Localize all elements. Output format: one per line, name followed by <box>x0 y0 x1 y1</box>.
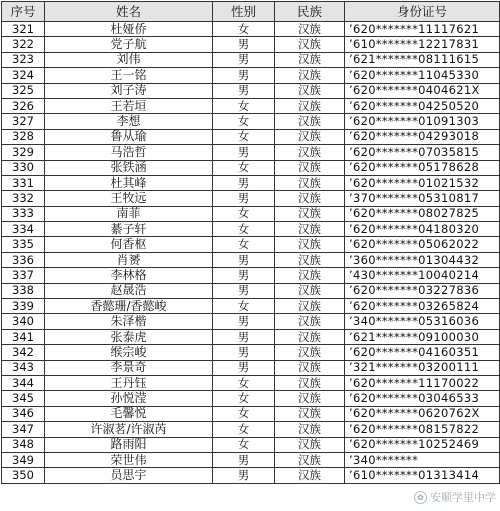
table-row <box>2 406 500 421</box>
cell-name: 李想 <box>45 114 213 129</box>
table-row <box>2 222 500 237</box>
table-row <box>2 468 500 483</box>
cell-sex: 男 <box>213 314 275 329</box>
table-row <box>2 37 500 52</box>
cell-sex: 男 <box>213 452 275 467</box>
cell-sex: 男 <box>213 360 275 375</box>
cell-seq: 325 <box>2 83 45 98</box>
cell-seq: 336 <box>2 252 45 267</box>
table-row <box>2 52 500 67</box>
cell-sex: 女 <box>213 391 275 406</box>
cell-id-number: ’620*******04250520 <box>345 98 500 113</box>
cell-ethnicity: 汉族 <box>275 222 345 237</box>
cell-ethnicity: 汉族 <box>275 37 345 52</box>
cell-name: 张泰虎 <box>45 329 213 344</box>
cell-seq: 350 <box>2 468 45 483</box>
table-row <box>2 283 500 298</box>
table-row <box>2 129 500 144</box>
cell-seq: 328 <box>2 129 45 144</box>
cell-ethnicity: 汉族 <box>275 22 345 37</box>
cell-seq: 323 <box>2 52 45 67</box>
cell-ethnicity: 汉族 <box>275 160 345 175</box>
table-row <box>2 83 500 98</box>
cell-sex: 男 <box>213 52 275 67</box>
cell-ethnicity: 汉族 <box>275 468 345 483</box>
cell-ethnicity: 汉族 <box>275 68 345 83</box>
cell-seq: 321 <box>2 22 45 37</box>
cell-sex: 男 <box>213 68 275 83</box>
cell-id-number: ’620*******0620762X <box>345 406 500 421</box>
table-row <box>2 191 500 206</box>
cell-name: 肖赟 <box>45 252 213 267</box>
cell-id-number: ’620*******04293018 <box>345 129 500 144</box>
cell-name: 赵晟浩 <box>45 283 213 298</box>
cell-ethnicity: 汉族 <box>275 98 345 113</box>
cell-name: 李景奇 <box>45 360 213 375</box>
cell-id-number: ’620*******11170022 <box>345 375 500 390</box>
cell-id-number: ’620*******08157822 <box>345 422 500 437</box>
cell-name: 马浩哲 <box>45 145 213 160</box>
cell-name: 朱泽楷 <box>45 314 213 329</box>
cell-name: 刘子涛 <box>45 83 213 98</box>
cell-id-number: ’620*******05178628 <box>345 160 500 175</box>
table-row <box>2 98 500 113</box>
cell-id-number: ’610*******12217831 <box>345 37 500 52</box>
cell-seq: 339 <box>2 299 45 314</box>
cell-sex: 女 <box>213 98 275 113</box>
cell-name: 荣世伟 <box>45 452 213 467</box>
table-row <box>2 314 500 329</box>
table-row <box>2 268 500 283</box>
cell-id-number: ’620*******03265824 <box>345 299 500 314</box>
cell-ethnicity: 汉族 <box>275 83 345 98</box>
cell-id-number: ’620*******01021532 <box>345 175 500 190</box>
cell-name: 路雨阳 <box>45 437 213 452</box>
cell-sex: 女 <box>213 160 275 175</box>
cell-sex: 女 <box>213 22 275 37</box>
table-row <box>2 452 500 467</box>
cell-ethnicity: 汉族 <box>275 299 345 314</box>
cell-ethnicity: 汉族 <box>275 145 345 160</box>
cell-name: 王一铭 <box>45 68 213 83</box>
cell-name: 南菲 <box>45 206 213 221</box>
cell-seq: 342 <box>2 345 45 360</box>
table-body <box>2 22 500 484</box>
cell-seq: 347 <box>2 422 45 437</box>
cell-id-number: ’321*******03200111 <box>345 360 500 375</box>
cell-id-number: ’430*******10040214 <box>345 268 500 283</box>
cell-id-number: ’621*******09100030 <box>345 329 500 344</box>
cell-ethnicity: 汉族 <box>275 375 345 390</box>
table-row <box>2 391 500 406</box>
cell-name: 王丹钰 <box>45 375 213 390</box>
cell-name: 香懿珊/香懿峻 <box>45 299 213 314</box>
cell-seq: 333 <box>2 206 45 221</box>
wechat-icon: ✿ <box>414 491 427 504</box>
cell-ethnicity: 汉族 <box>275 175 345 190</box>
header-name: 姓名 <box>45 2 213 22</box>
cell-sex: 女 <box>213 114 275 129</box>
cell-name: 杜娅侨 <box>45 22 213 37</box>
table-row <box>2 437 500 452</box>
cell-seq: 334 <box>2 222 45 237</box>
cell-name: 毛馨悦 <box>45 406 213 421</box>
cell-sex: 男 <box>213 83 275 98</box>
cell-sex: 女 <box>213 237 275 252</box>
cell-id-number: ’340******* <box>345 452 500 467</box>
cell-sex: 女 <box>213 129 275 144</box>
table-row <box>2 206 500 221</box>
cell-sex: 女 <box>213 299 275 314</box>
cell-seq: 331 <box>2 175 45 190</box>
cell-seq: 330 <box>2 160 45 175</box>
cell-seq: 324 <box>2 68 45 83</box>
table-row <box>2 175 500 190</box>
cell-seq: 327 <box>2 114 45 129</box>
cell-ethnicity: 汉族 <box>275 206 345 221</box>
cell-name: 李林格 <box>45 268 213 283</box>
table-row <box>2 299 500 314</box>
cell-seq: 329 <box>2 145 45 160</box>
cell-seq: 332 <box>2 191 45 206</box>
cell-name: 鲁从瑜 <box>45 129 213 144</box>
cell-seq: 345 <box>2 391 45 406</box>
cell-id-number: ’620*******10252469 <box>345 437 500 452</box>
table-row <box>2 160 500 175</box>
cell-sex: 男 <box>213 283 275 298</box>
header-ethnicity: 民族 <box>275 2 345 22</box>
cell-seq: 340 <box>2 314 45 329</box>
header-seq: 序号 <box>2 2 45 22</box>
cell-sex: 男 <box>213 191 275 206</box>
cell-id-number: ’620*******0404621X <box>345 83 500 98</box>
cell-name: 党子航 <box>45 37 213 52</box>
table-header-row <box>2 2 500 22</box>
cell-ethnicity: 汉族 <box>275 391 345 406</box>
cell-sex: 男 <box>213 345 275 360</box>
cell-seq: 337 <box>2 268 45 283</box>
cell-id-number: ’621*******08111615 <box>345 52 500 67</box>
header-sex: 性别 <box>213 2 275 22</box>
cell-seq: 346 <box>2 406 45 421</box>
table-row <box>2 252 500 267</box>
cell-ethnicity: 汉族 <box>275 237 345 252</box>
cell-ethnicity: 汉族 <box>275 422 345 437</box>
cell-name: 何香枢 <box>45 237 213 252</box>
table-row <box>2 360 500 375</box>
cell-name: 孙悦滢 <box>45 391 213 406</box>
cell-ethnicity: 汉族 <box>275 345 345 360</box>
student-roster-table <box>1 1 500 484</box>
cell-name: 许淑茗/许淑芮 <box>45 422 213 437</box>
cell-ethnicity: 汉族 <box>275 268 345 283</box>
cell-seq: 348 <box>2 437 45 452</box>
cell-id-number: ’620*******11045330 <box>345 68 500 83</box>
cell-sex: 男 <box>213 252 275 267</box>
cell-name: 王牧远 <box>45 191 213 206</box>
cell-id-number: ’620*******03227836 <box>345 283 500 298</box>
cell-sex: 女 <box>213 222 275 237</box>
cell-id-number: ’610*******01313414 <box>345 468 500 483</box>
cell-name: 王若垣 <box>45 98 213 113</box>
cell-name: 綦子轩 <box>45 222 213 237</box>
cell-seq: 326 <box>2 98 45 113</box>
cell-sex: 男 <box>213 329 275 344</box>
cell-id-number: ’620*******03046533 <box>345 391 500 406</box>
cell-ethnicity: 汉族 <box>275 437 345 452</box>
table-row <box>2 345 500 360</box>
table-row <box>2 114 500 129</box>
cell-id-number: ’620*******07035815 <box>345 145 500 160</box>
table-row <box>2 422 500 437</box>
cell-sex: 女 <box>213 422 275 437</box>
table-row <box>2 329 500 344</box>
cell-id-number: ’620*******05062022 <box>345 237 500 252</box>
cell-sex: 男 <box>213 268 275 283</box>
cell-seq: 341 <box>2 329 45 344</box>
watermark <box>414 489 496 505</box>
cell-seq: 344 <box>2 375 45 390</box>
cell-seq: 338 <box>2 283 45 298</box>
watermark-text: 安顺学里中学 <box>430 491 496 504</box>
table-row <box>2 145 500 160</box>
cell-id-number: ’620*******04160351 <box>345 345 500 360</box>
cell-id-number: ’620*******08027825 <box>345 206 500 221</box>
cell-name: 杜其峰 <box>45 175 213 190</box>
cell-id-number: ’360*******01304432 <box>345 252 500 267</box>
cell-name: 员思宇 <box>45 468 213 483</box>
cell-sex: 女 <box>213 437 275 452</box>
cell-sex: 男 <box>213 37 275 52</box>
cell-seq: 349 <box>2 452 45 467</box>
table-row <box>2 375 500 390</box>
cell-ethnicity: 汉族 <box>275 252 345 267</box>
cell-ethnicity: 汉族 <box>275 452 345 467</box>
cell-sex: 女 <box>213 206 275 221</box>
cell-ethnicity: 汉族 <box>275 52 345 67</box>
cell-sex: 女 <box>213 406 275 421</box>
cell-ethnicity: 汉族 <box>275 360 345 375</box>
cell-ethnicity: 汉族 <box>275 283 345 298</box>
cell-name: 张铁涵 <box>45 160 213 175</box>
cell-id-number: ’620*******04180320 <box>345 222 500 237</box>
cell-id-number: ’620*******11117621 <box>345 22 500 37</box>
cell-id-number: ’620*******01091303 <box>345 114 500 129</box>
table-row <box>2 68 500 83</box>
cell-ethnicity: 汉族 <box>275 314 345 329</box>
cell-name: 刘伟 <box>45 52 213 67</box>
cell-ethnicity: 汉族 <box>275 129 345 144</box>
cell-ethnicity: 汉族 <box>275 114 345 129</box>
cell-ethnicity: 汉族 <box>275 406 345 421</box>
cell-seq: 322 <box>2 37 45 52</box>
cell-sex: 女 <box>213 375 275 390</box>
table-row <box>2 22 500 37</box>
cell-id-number: ’370*******05310817 <box>345 191 500 206</box>
cell-ethnicity: 汉族 <box>275 191 345 206</box>
table-row <box>2 237 500 252</box>
cell-sex: 男 <box>213 468 275 483</box>
cell-seq: 343 <box>2 360 45 375</box>
cell-seq: 335 <box>2 237 45 252</box>
header-id-number: 身份证号 <box>345 2 500 22</box>
cell-ethnicity: 汉族 <box>275 329 345 344</box>
cell-sex: 男 <box>213 145 275 160</box>
cell-id-number: ’340*******05316036 <box>345 314 500 329</box>
cell-name: 缑宗峻 <box>45 345 213 360</box>
cell-sex: 男 <box>213 175 275 190</box>
